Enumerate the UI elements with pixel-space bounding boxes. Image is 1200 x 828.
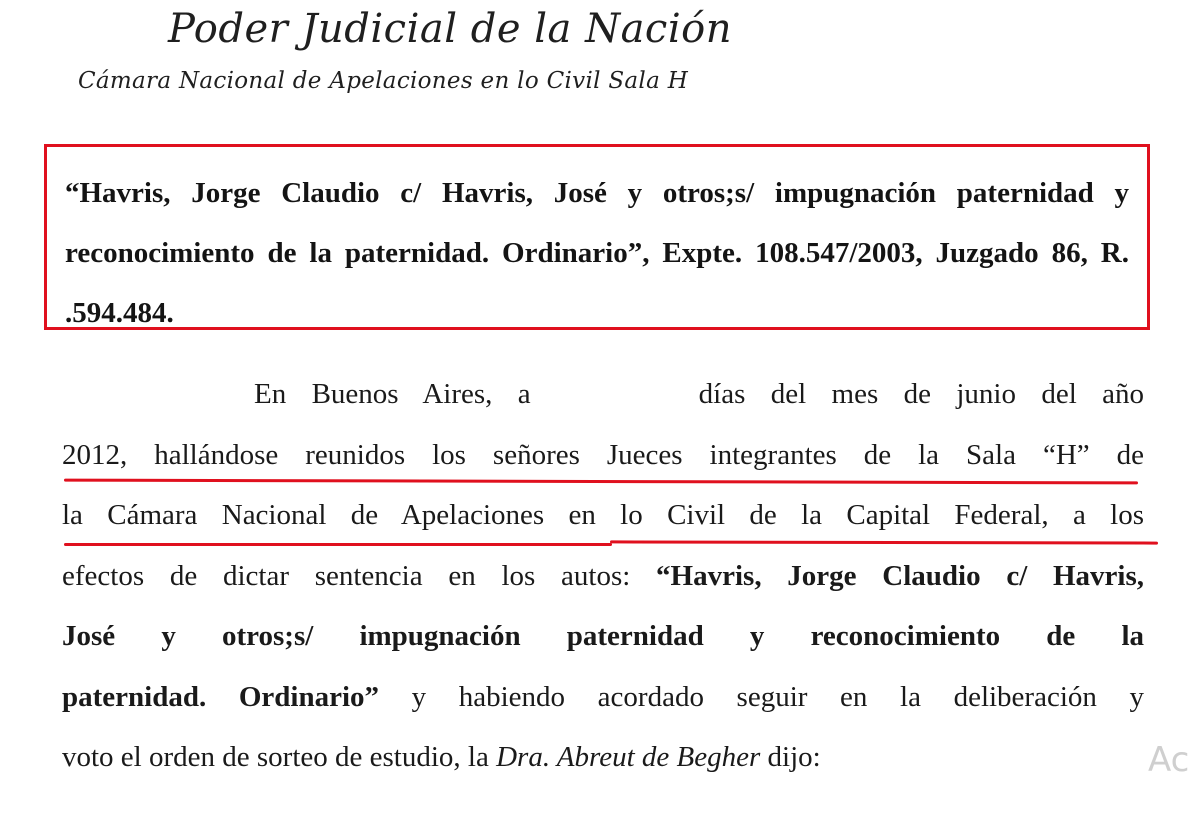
letterhead [0, 0, 1200, 120]
body-line-7-end: dijo: [767, 741, 821, 773]
body-line-4-start: efectos de dictar sentencia en los autos: [62, 559, 631, 592]
body-line-7 [62, 727, 1144, 788]
body-line-3: la Cámara Nacional de Apelaciones en lo Civil de la Capital Federal, a los [62, 499, 1144, 531]
judge-name: Dra. Abreut de Begher [496, 741, 761, 773]
body-line-4-case-name: “Havris, Jorge Claudio c/ Havris, [656, 559, 1145, 592]
body-line-2: 2012, hallándose reunidos los señores Jueces integrantes de la Sala “H” de [62, 438, 1144, 471]
letterhead-subtitle: Cámara Nacional de Apelaciones en lo Civil Sala H [78, 68, 689, 94]
body-line-1-end: días del mes de junio del año [698, 378, 1144, 410]
case-caption-text: “Havris, Jorge Claudio c/ Havris, José y otros;s/ impugnación paternidad y reconocimiento de la paternidad. Ordinario”, Expte. 108.547/2003, Juzgado 86, R. .594.484. [65, 177, 1129, 329]
document-body [62, 364, 1144, 788]
case-caption-box [44, 144, 1150, 330]
body-line-1 [62, 364, 1144, 425]
activation-watermark: Ac [1148, 740, 1190, 780]
body-line-6 [62, 667, 1144, 728]
red-underline-2a [64, 543, 612, 546]
body-line-1-start: En Buenos Aires, a [254, 378, 531, 410]
body-line-4 [62, 546, 1144, 607]
body-line-6-case-name: paternidad. Ordinario” [62, 680, 380, 713]
letterhead-title: Poder Judicial de la Nación [168, 6, 732, 52]
body-line-7-start: voto el orden de sorteo de estudio, la [62, 741, 489, 773]
body-line-6-end: y habiendo acordado seguir en la deliberación y [411, 680, 1145, 713]
body-line-5: José y otros;s/ impugnación paternidad y reconocimiento de la [62, 620, 1144, 652]
